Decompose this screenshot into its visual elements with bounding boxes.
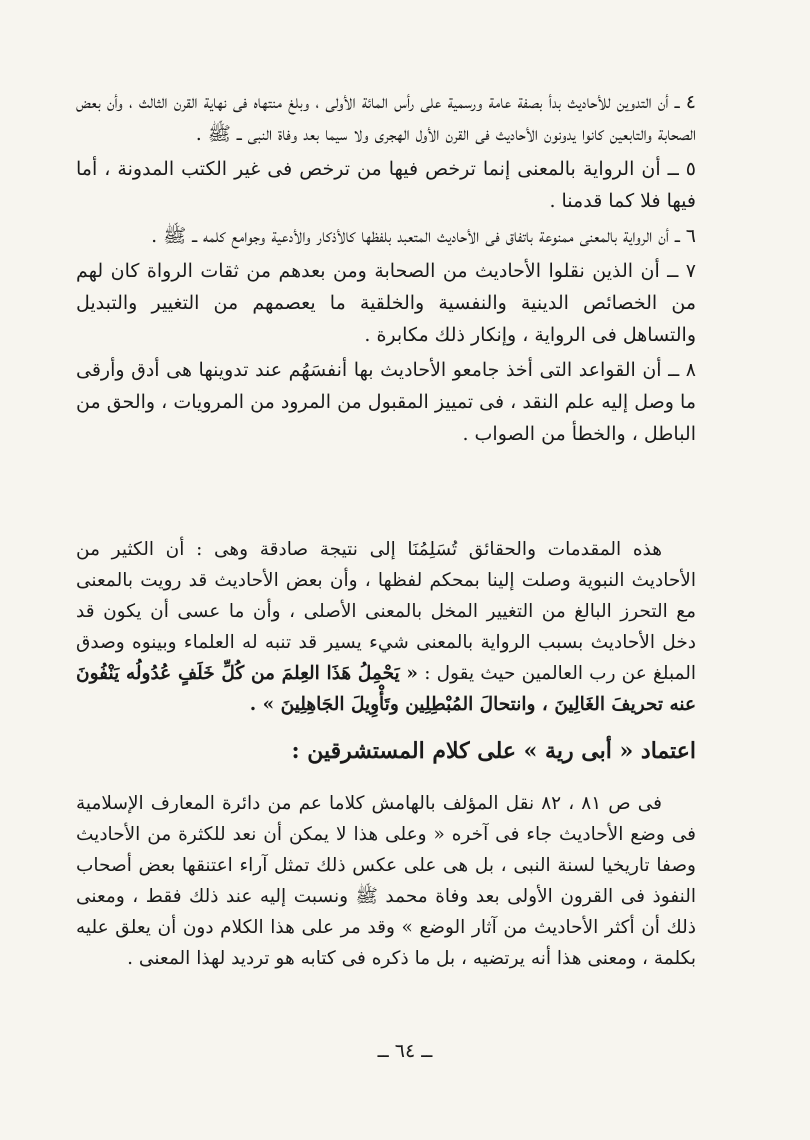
hadith-quote: « يَحْمِلُ هَذَا العِلمَ من كُلِّ خَلَفٍ عُدُولُه يَنْفُونَ عنه تحريفَ الغَالِينَ ، وانتحالَ المُبْطِلِين وتَأْوِيلَ الجَاهِلِينَ » . <box>76 663 696 715</box>
list-item: ٨ ــ أن القواعد التى أخذ جامعو الأحاديث بها أنفسَهُم عند تدوينها هى أدق وأرقى ما وصل إليه علم النقد ، فى تمييز المقبول من المرود من المرويات ، والحق من الباطل ، والخطأ من الصواب . <box>76 359 696 445</box>
conclusion-paragraph <box>76 534 696 720</box>
numbered-list <box>76 86 696 453</box>
section-heading: اعتماد « أبى رية » على كلام المستشرقين : <box>291 738 696 764</box>
list-item: ٧ ــ أن الذين نقلوا الأحاديث من الصحابة ومن بعدهم من ثقات الرواة كان لهم من الخصائص الدينية والنفسية والخلقية ما يعصمهم من التغيير والتبديل والتساهل فى الرواية ، وإنكار ذلك مكابرة . <box>76 260 696 346</box>
conclusion-text: هذه المقدمات والحقائق تُسَلِمُنَا إلى نتيجة صادقة وهى : أن الكثير من الأحاديث النبوية وصلت إلينا بمحكم لفظها ، وأن بعض الأحاديث قد رويت بالمعنى مع التحرز البالغ من التغيير المخل بالمعنى الأصلى ، وأن ما عسى أن يكون قد دخل الأحاديث بسبب الرواية بالمعنى شيء يسير قد تنبه له العلماء وبينوه وصدق المبلغ عن رب العالمين حيث يقول : <box>76 539 697 684</box>
section-body <box>76 788 696 974</box>
list-item: ٦ ــ أن الرواية بالمعنى ممنوعة باتفاق فى الأحاديث المتعبد بلفظها كالأذكار والأدعية وجوامع كلمه ــ ﷺ . <box>151 225 696 247</box>
section-paragraph: فى ص ٨١ ، ٨٢ نقل المؤلف بالهامش كلاما عم من دائرة المعارف الإسلامية فى وضع الأحاديث جاء فى آخره « وعلى هذا لا يمكن أن نعد للكثرة من الأحاديث وصفا تاريخيا لسنة النبى ، بل هى على عكس ذلك تمثل آراء اعتنقها بعض أصحاب النفوذ فى القرون الأولى بعد وفاة محمد ﷺ ونسبت إليه عند ذلك فقط ، ومعنى ذلك أن أكثر الأحاديث من آثار الوضع » وقد مر على هذا الكلام دون أن يعلق عليه بكلمة ، ومعنى هذا أنه يرتضيه ، بل ما ذكره فى كتابه هو ترديد لهذا المعنى . <box>76 793 696 969</box>
page-number: ــ ٦٤ ــ <box>377 1040 433 1062</box>
list-item: ٤ ــ أن التدوين للأحاديث بدأ بصفة عامة ورسمية على رأس المائة الأولى ، وبلغ منتهاه فى نهاية القرن الثالث ، وأن بعض الصحابة والتابعين كانوا يدونون الأحاديث فى القرن الأول الهجرى ولا سيما بعد وفاة النبى ــ ﷺ . <box>76 91 696 145</box>
list-item: ٥ ــ أن الرواية بالمعنى إنما ترخص فيها من ترخص فى غير الكتب المدونة ، أما فيها فلا كما قدمنا . <box>76 158 696 212</box>
